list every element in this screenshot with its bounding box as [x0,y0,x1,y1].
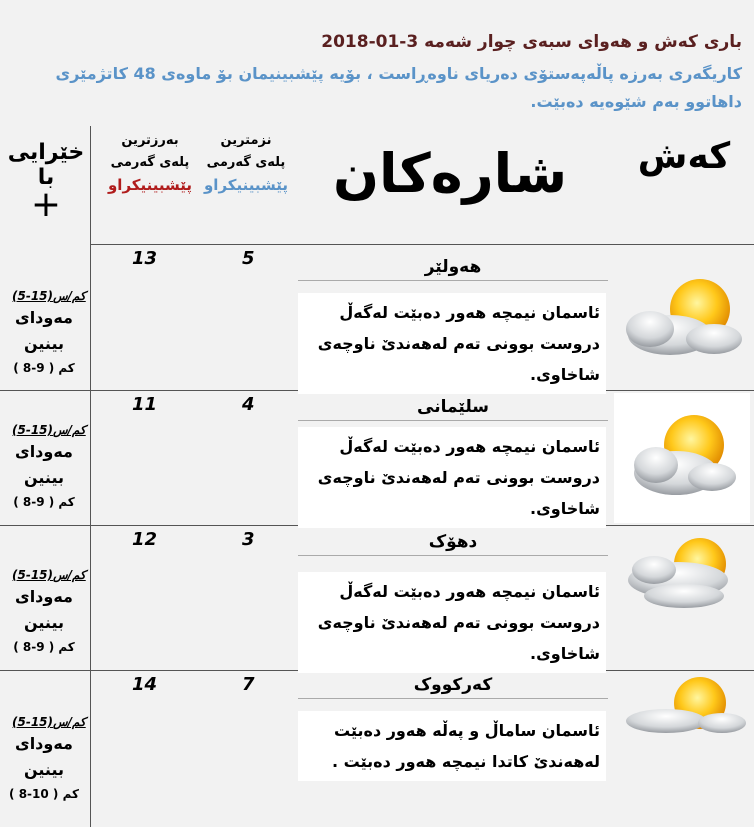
wind-visibility: (5-15)کم/س مەودای بینین ( 8-9 ) کم [0,423,88,513]
min-temp: 5 [242,248,255,269]
forecast-row [0,245,754,390]
column-header-max: بەرزترین پلەی گەرمی پێشبینیکراو [107,133,193,194]
wind-speed: (5-15)کم/س [12,568,86,582]
max-temp: 11 [132,394,158,415]
sunny-cloud-icon [614,673,750,737]
column-header-weather: کەش [637,136,731,177]
wind-visibility: (5-15)کم/س مەودای بینین ( 8-10 ) کم [0,715,88,805]
forecast-description: ئاسمان نیمچە هەور دەبێت لەگەڵ دروست بوونی تەم لەهەندێ ناوچەی شاخاوی. [298,427,606,528]
forecast-description: ئاسمان ساماڵ و پەڵە هەور دەبێت لەهەندێ کاتدا نیمچە هەور دەبێت . [298,711,606,781]
wind-visibility: (5-15)کم/س مەودای بینین ( 8-9 ) کم [0,568,88,658]
page-header [0,0,754,125]
max-temp: 14 [132,674,158,695]
page-subtitle: کاریگەری بەرزە پاڵەپەستۆی دەریای ناوەڕاست ، بۆیە پێشبینیمان بۆ ماوەی 48 کاتژمێری داهاتوو بەم شێوەیە دەبێت. [55,64,742,111]
wind-speed: (5-15)کم/س [12,289,86,303]
forecast-description: ئاسمان نیمچە هەور دەبێت لەگەڵ دروست بوونی تەم لەهەندێ ناوچەی شاخاوی. [298,572,606,673]
column-header-cities: شارەکان [332,142,568,205]
column-header-wind: خێرایی با + [7,140,85,225]
forecast-row [0,391,754,525]
column-header-min: نزمترین پلەی گەرمی پێشبینیکراو [203,133,289,194]
page-title: باری کەش و هەوای سبەی چوار شەمە 3-01-2018 [321,32,742,52]
forecast-row [0,526,754,670]
forecast-description: ئاسمان نیمچە هەور دەبێت لەگەڵ دروست بوونی تەم لەهەندێ ناوچەی شاخاوی. [298,293,606,394]
partly-cloudy-icon [614,530,750,620]
visibility-km: ( 8-10 ) کم [9,787,79,801]
visibility-km: ( 8-9 ) کم [13,495,75,509]
partly-cloudy-icon [614,393,750,523]
city-name: دهۆک [298,532,608,556]
city-name: هەولێر [298,257,608,281]
min-temp: 7 [242,674,255,695]
wind-speed: (5-15)کم/س [12,423,86,437]
min-temp: 3 [242,529,255,550]
wind-speed: (5-15)کم/س [12,715,86,729]
visibility-km: ( 8-9 ) کم [13,361,75,375]
city-name: کەرکووک [298,675,608,699]
forecast-row [0,671,754,827]
visibility-km: ( 8-9 ) کم [13,640,75,654]
max-temp: 13 [132,248,158,269]
wind-visibility: (5-15)کم/س مەودای بینین ( 8-9 ) کم [0,289,88,379]
min-temp: 4 [242,394,255,415]
max-temp: 12 [132,529,158,550]
city-name: سلێمانی [298,397,608,421]
partly-cloudy-icon [614,273,750,363]
